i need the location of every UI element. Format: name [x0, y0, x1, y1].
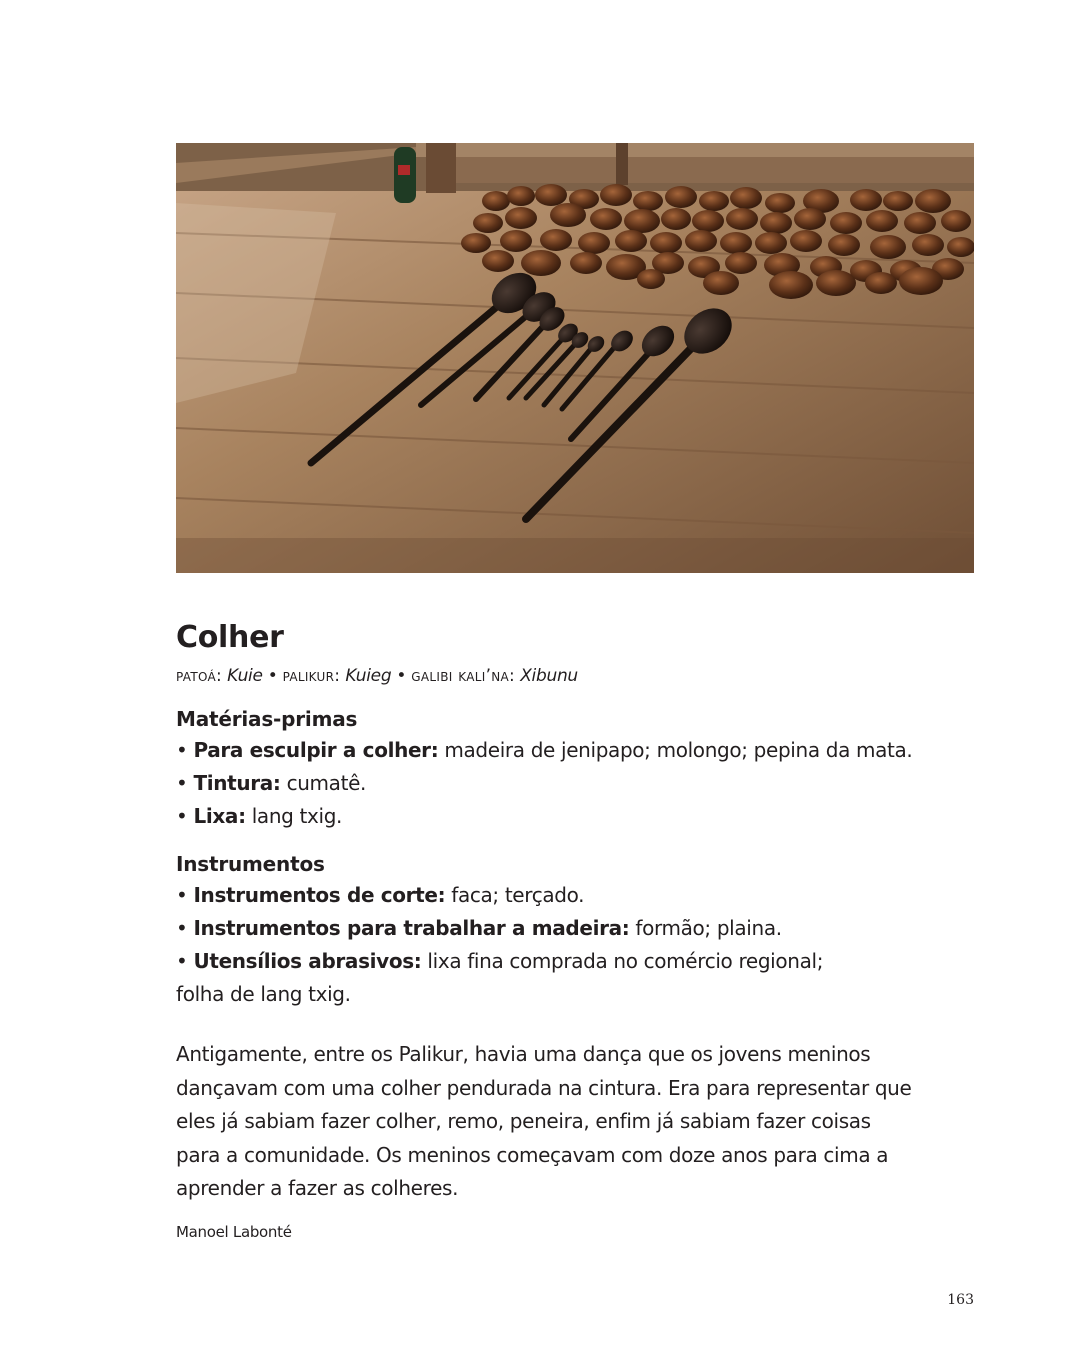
paragraph-line: aprender a fazer as colheres.: [176, 1176, 459, 1200]
separator: •: [391, 666, 412, 686]
section-heading: Matérias-primas: [176, 707, 358, 731]
body-paragraph: [176, 1038, 976, 1206]
author-attribution: Manoel Labonté: [176, 1223, 292, 1241]
item-label: Tintura:: [193, 771, 281, 795]
bullet: •: [176, 883, 194, 907]
name-word: Xibunu: [520, 666, 578, 686]
item-label: Instrumentos para trabalhar a madeira:: [193, 916, 630, 940]
item-label: Lixa:: [193, 804, 246, 828]
list-item: [176, 767, 976, 800]
spoons-photo: [176, 143, 974, 573]
item-text: faca; terçado.: [445, 883, 585, 907]
name-word: Kuieg: [345, 666, 392, 686]
item-label: Para esculpir a colher:: [193, 738, 439, 762]
item-text: madeira de jenipapo; molongo; pepina da mata.: [438, 738, 913, 762]
bullet: •: [176, 949, 194, 973]
paragraph-line: dançavam com uma colher pendurada na cintura. Era para representar que: [176, 1075, 912, 1100]
indigenous-names: [176, 664, 578, 688]
list-item-continuation: folha de lang txig.: [176, 982, 351, 1006]
name-language: palikur:: [282, 666, 341, 686]
list-item: [176, 800, 976, 833]
item-label: Instrumentos de corte:: [193, 883, 446, 907]
paragraph-line: Antigamente, entre os Palikur, havia uma dança que os jovens meninos: [176, 1042, 871, 1066]
section-heading: Instrumentos: [176, 852, 325, 876]
name-word: Kuie: [227, 666, 263, 686]
paragraph-line: para a comunidade. Os meninos começavam com doze anos para cima a: [176, 1142, 889, 1167]
list-item: [176, 734, 976, 767]
list-item: [176, 945, 976, 978]
item-text: formão; plaina.: [629, 916, 782, 940]
page-title: Colher: [176, 620, 284, 655]
spoons-photo-icon: [176, 143, 974, 573]
bullet: •: [176, 771, 194, 795]
item-text: cumatê.: [280, 771, 367, 795]
item-label: Utensílios abrasivos:: [193, 949, 422, 973]
name-language: galibi kali’na:: [411, 666, 516, 686]
item-text: lixa fina comprada no comércio regional;: [421, 949, 824, 973]
paragraph-line: eles já sabiam fazer colher, remo, peneira, enfim já sabiam fazer coisas: [176, 1109, 871, 1133]
materias-primas-section: [176, 704, 976, 833]
bullet: •: [176, 738, 194, 762]
instrumentos-section: [176, 849, 976, 1011]
bullet: •: [176, 804, 194, 828]
list-item: [176, 912, 976, 945]
bullet: •: [176, 916, 194, 940]
separator: •: [262, 666, 283, 686]
list-item: [176, 879, 976, 912]
name-language: patoá:: [176, 666, 223, 686]
item-text: lang txig.: [245, 804, 343, 828]
page-number: 163: [947, 1292, 974, 1308]
